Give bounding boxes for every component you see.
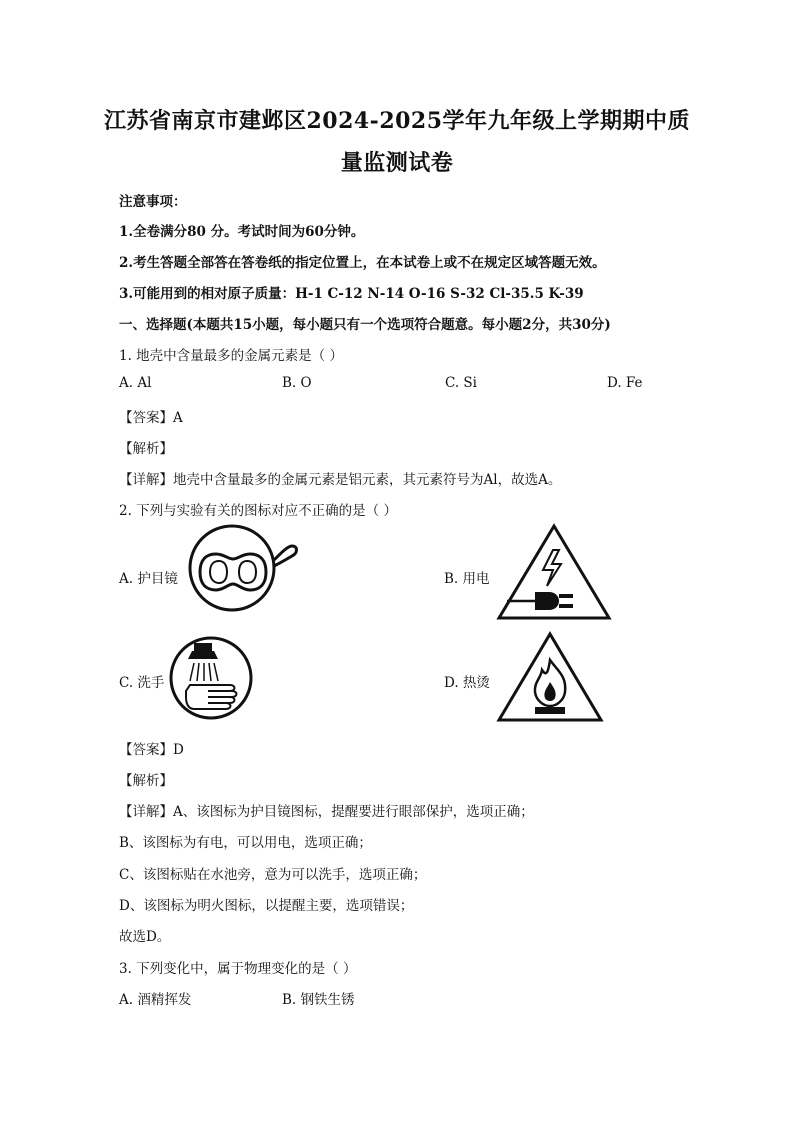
- page-title-continued: 量监测试卷: [340, 150, 454, 176]
- flame-icon: [495, 630, 605, 724]
- question-2-detail-a: 【详解】A、该图标为护目镜图标，提醒要进行眼部保护，选项正确；: [119, 804, 534, 820]
- section-heading: 一、选择题(本题共15小题，每小题只有一个选项符合题意。每小题2分，共30分): [119, 317, 611, 333]
- question-2-option-a: A. 护目镜: [119, 571, 178, 587]
- question-2-detail-c: C、该图标贴在水池旁，意为可以洗手，选项正确；: [119, 867, 427, 883]
- question-3-stem: 3. 下列变化中，属于物理变化的是（ ）: [119, 961, 357, 977]
- question-1-stem: 1. 地壳中含量最多的金属元素是（ ）: [119, 348, 343, 364]
- question-1-answer: 【答案】A: [119, 410, 183, 426]
- question-1-detail: 【详解】地壳中含量最多的金属元素是铝元素，其元素符号为Al，故选A。: [119, 472, 562, 488]
- notice-item-3: 3.可能用到的相对原子质量：H-1 C-12 N-14 O-16 S-32 Cl-35.5 K-39: [119, 286, 584, 302]
- question-2-option-b: B. 用电: [444, 571, 490, 587]
- question-2-stem: 2. 下列与实验有关的图标对应不正确的是（ ）: [119, 503, 397, 519]
- hand-wash-icon: [168, 635, 254, 721]
- question-2-answer: 【答案】D: [119, 742, 184, 758]
- page-title: 江苏省南京市建邺区2024-2025学年九年级上学期期中质: [103, 108, 691, 134]
- question-2-detail-b: B、该图标为有电，可以用电，选项正确；: [119, 835, 372, 851]
- notice-item-1: 1.全卷满分80 分。考试时间为60分钟。: [119, 224, 365, 240]
- goggles-icon: [186, 522, 300, 614]
- question-1-option-d: D. Fe: [607, 375, 643, 391]
- question-1-option-a: A. Al: [119, 375, 152, 391]
- electricity-icon: [495, 522, 613, 622]
- question-1-analysis-label: 【解析】: [119, 441, 173, 457]
- question-2-conclusion: 故选D。: [119, 929, 171, 945]
- question-2-option-d: D. 热烫: [444, 675, 490, 691]
- question-1-option-b: B. O: [282, 375, 312, 391]
- notice-item-2: 2.考生答题全部答在答卷纸的指定位置上，在本试卷上或不在规定区域答题无效。: [119, 255, 606, 271]
- question-2-option-c: C. 洗手: [119, 675, 165, 691]
- notice-heading: 注意事项：: [119, 194, 187, 210]
- question-3-option-b: B. 钢铁生锈: [282, 992, 355, 1008]
- question-2-analysis-label: 【解析】: [119, 773, 173, 789]
- question-1-option-c: C. Si: [445, 375, 477, 391]
- question-3-option-a: A. 酒精挥发: [119, 992, 192, 1008]
- question-2-detail-d: D、该图标为明火图标，以提醒主要，选项错误；: [119, 898, 414, 914]
